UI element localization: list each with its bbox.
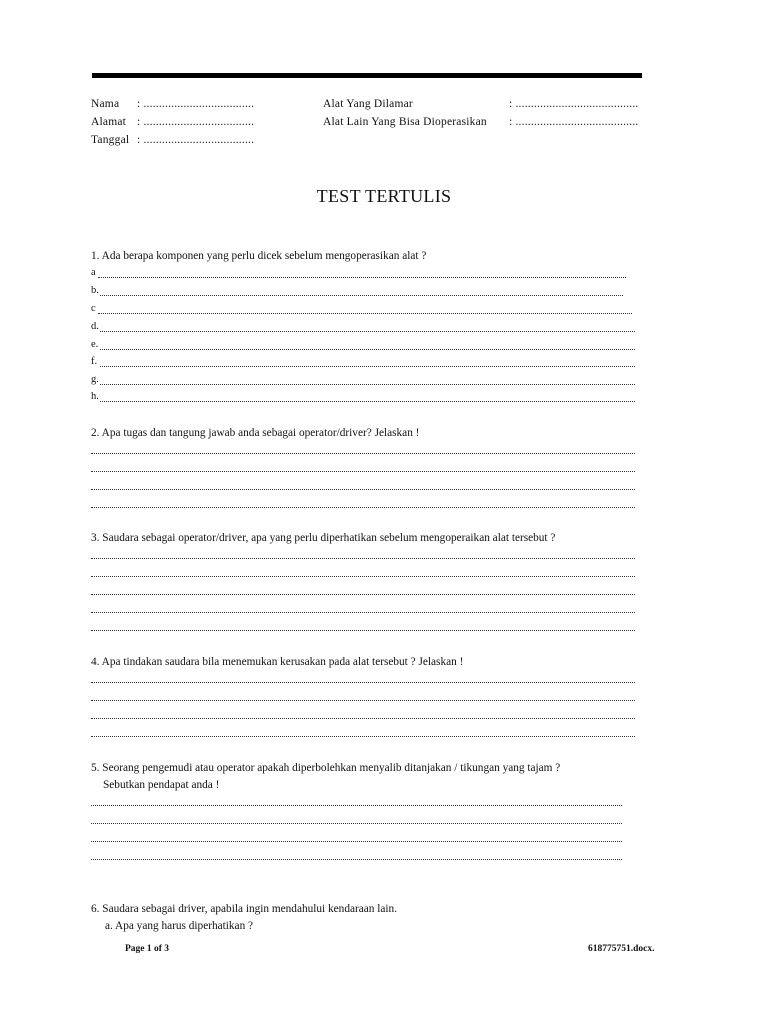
q1-item-f-label: f. — [91, 356, 98, 367]
file-name: 618775751.docx. — [588, 944, 655, 954]
alamat-field[interactable]: : .................................... — [137, 116, 255, 128]
q5-answer-line[interactable] — [91, 823, 622, 824]
question-4: 4. Apa tindakan saudara bila menemukan kerusakan pada alat tersebut ? Jelaskan ! — [91, 656, 464, 668]
q4-answer-line[interactable] — [91, 736, 635, 737]
alat-lain-label: Alat Lain Yang Bisa Dioperasikan — [323, 116, 487, 128]
tanggal-label: Tanggal — [91, 134, 130, 146]
q1-answer-line-h[interactable] — [100, 401, 635, 402]
q2-answer-line[interactable] — [91, 471, 635, 472]
alat-dilamar-field[interactable]: : ........................................ — [509, 98, 639, 110]
page-title: TEST TERTULIS — [316, 186, 452, 206]
question-3: 3. Saudara sebagai operator/driver, apa yang perlu diperhatikan sebelum mengoperaikan alat tersebut ? — [91, 532, 556, 544]
q5-answer-line[interactable] — [91, 841, 622, 842]
q1-item-a-label: a — [91, 267, 96, 278]
q5-answer-line[interactable] — [91, 859, 622, 860]
q1-answer-line-d[interactable] — [100, 331, 635, 332]
q1-item-h-label: h. — [91, 391, 99, 402]
q1-item-e-label: e. — [91, 339, 99, 350]
question-2: 2. Apa tugas dan tangung jawab anda sebagai operator/driver? Jelaskan ! — [91, 427, 420, 439]
q3-answer-line[interactable] — [91, 558, 635, 559]
q1-answer-line-a[interactable] — [98, 277, 626, 278]
q1-answer-line-e[interactable] — [100, 349, 635, 350]
q4-answer-line[interactable] — [91, 700, 635, 701]
top-rule — [92, 73, 642, 78]
q1-answer-line-c[interactable] — [98, 313, 632, 314]
q1-item-g-label: g. — [91, 374, 99, 385]
alat-lain-field[interactable]: : ........................................ — [509, 116, 639, 128]
q2-answer-line[interactable] — [91, 453, 635, 454]
nama-label: Nama — [91, 98, 120, 110]
q2-answer-line[interactable] — [91, 489, 635, 490]
question-6: 6. Saudara sebagai driver, apabila ingin mendahului kendaraan lain. — [91, 903, 398, 915]
q4-answer-line[interactable] — [91, 718, 635, 719]
page-number: Page 1 of 3 — [125, 944, 170, 954]
nama-field[interactable]: : .................................... — [137, 98, 255, 110]
q1-item-c-label: c — [91, 303, 96, 314]
q3-answer-line[interactable] — [91, 630, 635, 631]
question-1: 1. Ada berapa komponen yang perlu dicek sebelum mengoperasikan alat ? — [91, 250, 427, 262]
q1-answer-line-b[interactable] — [100, 295, 623, 296]
q1-answer-line-g[interactable] — [100, 384, 635, 385]
question-5: 5. Seorang pengemudi atau operator apakah diperbolehkan menyalib ditanjakan / tikungan yang tajam ? — [91, 762, 561, 774]
q1-answer-line-f[interactable] — [100, 366, 635, 367]
q3-answer-line[interactable] — [91, 594, 635, 595]
tanggal-field[interactable]: : .................................... — [137, 134, 255, 146]
q1-item-b-label: b. — [91, 285, 99, 296]
q3-answer-line[interactable] — [91, 576, 635, 577]
alamat-label: Alamat — [91, 116, 127, 128]
question-5-continuation: Sebutkan pendapat anda ! — [103, 779, 220, 791]
q5-answer-line[interactable] — [91, 805, 622, 806]
alat-dilamar-label: Alat Yang Dilamar — [323, 98, 413, 110]
q2-answer-line[interactable] — [91, 507, 635, 508]
question-6-sub-a: a. Apa yang harus diperhatikan ? — [105, 920, 254, 932]
q1-item-d-label: d. — [91, 321, 99, 332]
q4-answer-line[interactable] — [91, 682, 635, 683]
q3-answer-line[interactable] — [91, 612, 635, 613]
